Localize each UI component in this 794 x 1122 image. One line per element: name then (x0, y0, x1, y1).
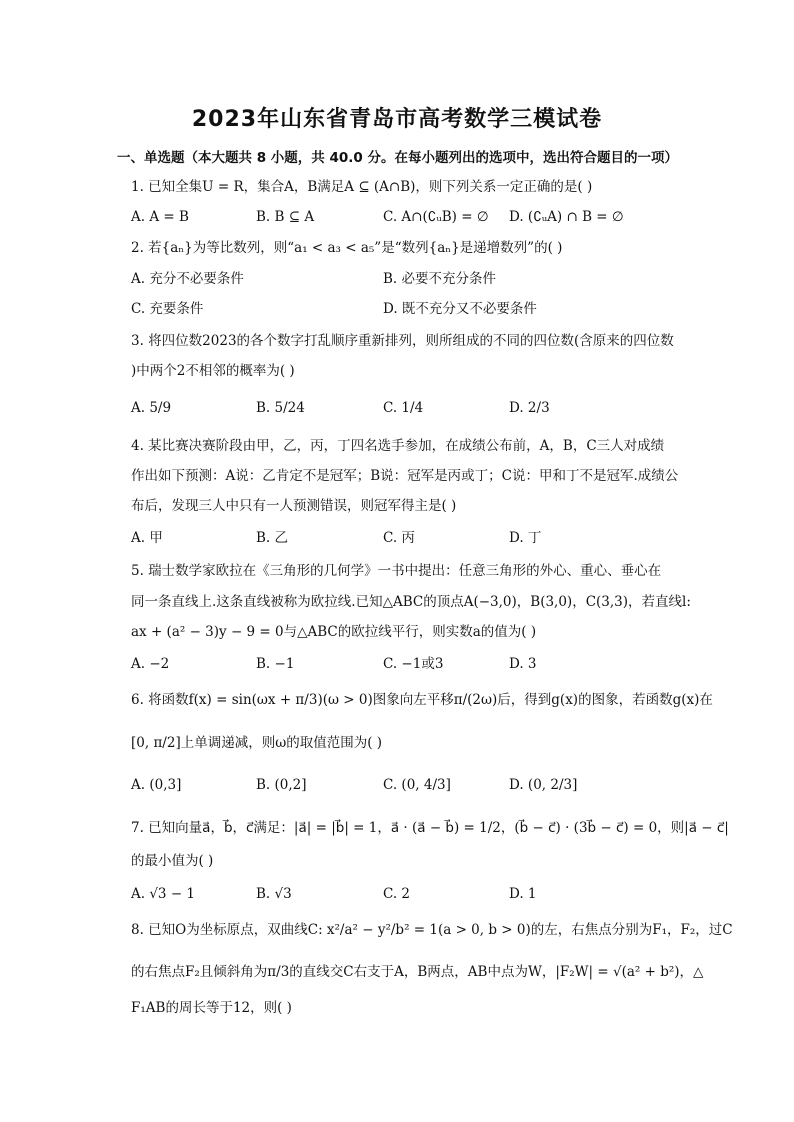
question-6-text-line-2: [0, π/2]上单调递减，则ω的取值范围为( ) (131, 735, 383, 751)
question-5-text-line-2: 同一条直线上.这条直线被称为欧拉线.已知△ABC的顶点A(−3,0)，B(3,0)，C(3,3)，若直线l: (131, 594, 691, 610)
question-5-option-a: A. −2 (131, 656, 170, 672)
question-6-option-c: C. (0, 4/3] (383, 777, 451, 793)
question-5-option-d: D. 3 (509, 656, 537, 672)
question-4-option-a: A. 甲 (131, 530, 163, 546)
question-6-option-b: B. (0,2] (256, 777, 307, 793)
question-3-text-line-2: )中两个2不相邻的概率为( ) (131, 363, 295, 379)
question-4-option-b: B. 乙 (256, 530, 289, 546)
question-1-option-d: D. (∁ᵤA) ∩ B = ∅ (509, 209, 624, 225)
question-8-text-line-2: 的右焦点F₂且倾斜角为π/3的直线交C右支于A，B两点，AB中点为W，|F₂W| = √(a² + b²)，△ (131, 964, 704, 980)
question-1-option-c: C. A∩(∁ᵤB) = ∅ (383, 209, 489, 225)
question-1-option-b: B. B ⊆ A (256, 209, 315, 225)
question-2-option-a: A. 充分不必要条件 (131, 271, 244, 287)
question-5-text-line-3: ax + (a² − 3)y − 9 = 0与△ABC的欧拉线平行，则实数a的值为( ) (131, 624, 537, 640)
question-8-text-line-3: F₁AB的周长等于12，则( ) (131, 1000, 292, 1016)
question-4-option-c: C. 丙 (383, 530, 415, 546)
question-2-option-c: C. 充要条件 (131, 301, 204, 317)
question-4-text-line-3: 布后，发现三人中只有一人预测错误，则冠军得主是( ) (131, 498, 457, 514)
question-5-text-line-1: 5. 瑞士数学家欧拉在《三角形的几何学》一书中提出：任意三角形的外心、重心、垂心在 (131, 563, 662, 579)
question-7-option-a: A. √3 − 1 (131, 886, 196, 902)
question-7-text-line-2: 的最小值为( ) (131, 853, 214, 869)
question-3-option-a: A. 5/9 (131, 400, 172, 416)
question-2-text: 2. 若{aₙ}为等比数列，则“a₁ < a₃ < a₅”是“数列{aₙ}是递增数列”的( ) (131, 240, 563, 256)
page-title: 2023年山东省青岛市高考数学三模试卷 (191, 107, 603, 132)
question-8-text-line-1: 8. 已知O为坐标原点，双曲线C: x²/a² − y²/b² = 1(a > 0, b > 0)的左，右焦点分别为F₁，F₂，过C (131, 922, 733, 938)
question-7-text-line-1: 7. 已知向量a⃗，b⃗，c⃗满足：|a⃗| = |b⃗| = 1，a⃗ · (a⃗ − b⃗) = 1/2，(b⃗ − c⃗) · (3b⃗ − c⃗) = 0，则|a⃗ − c⃗| (131, 820, 729, 836)
question-6-option-d: D. (0, 2/3] (509, 777, 578, 793)
question-5-option-c: C. −1或3 (383, 656, 444, 672)
question-2-option-b: B. 必要不充分条件 (383, 271, 497, 287)
question-1-option-a: A. A = B (131, 209, 189, 225)
question-4-text-line-1: 4. 某比赛决赛阶段由甲，乙，丙，丁四名选手参加，在成绩公布前，A，B，C三人对成绩 (131, 438, 665, 454)
question-7-option-d: D. 1 (509, 886, 537, 902)
question-3-option-b: B. 5/24 (256, 400, 305, 416)
question-7-option-c: C. 2 (383, 886, 411, 902)
question-3-option-d: D. 2/3 (509, 400, 550, 416)
question-6-text-line-1: 6. 将函数f(x) = sin(ωx + π/3)(ω > 0)图象向左平移π/(2ω)后，得到g(x)的图象，若函数g(x)在 (131, 692, 713, 708)
question-5-option-b: B. −1 (256, 656, 295, 672)
question-3-option-c: C. 1/4 (383, 400, 424, 416)
question-7-option-b: B. √3 (256, 886, 292, 902)
question-6-option-a: A. (0,3] (131, 777, 182, 793)
question-4-text-line-2: 作出如下预测：A说：乙肯定不是冠军；B说：冠军是丙或丁；C说：甲和丁不是冠军.成绩公 (131, 468, 679, 484)
section-heading: 一、单选题（本大题共 8 小题，共 40.0 分。在每小题列出的选项中，选出符合题目的一项） (117, 150, 679, 166)
question-3-text-line-1: 3. 将四位数2023的各个数字打乱顺序重新排列，则所组成的不同的四位数(含原来的四位数 (131, 333, 674, 349)
question-1-text: 1. 已知全集U = R，集合A，B满足A ⊆ (A∩B)，则下列关系一定正确的是( ) (131, 179, 593, 195)
question-4-option-d: D. 丁 (509, 530, 542, 546)
question-2-option-d: D. 既不充分又不必要条件 (383, 301, 537, 317)
